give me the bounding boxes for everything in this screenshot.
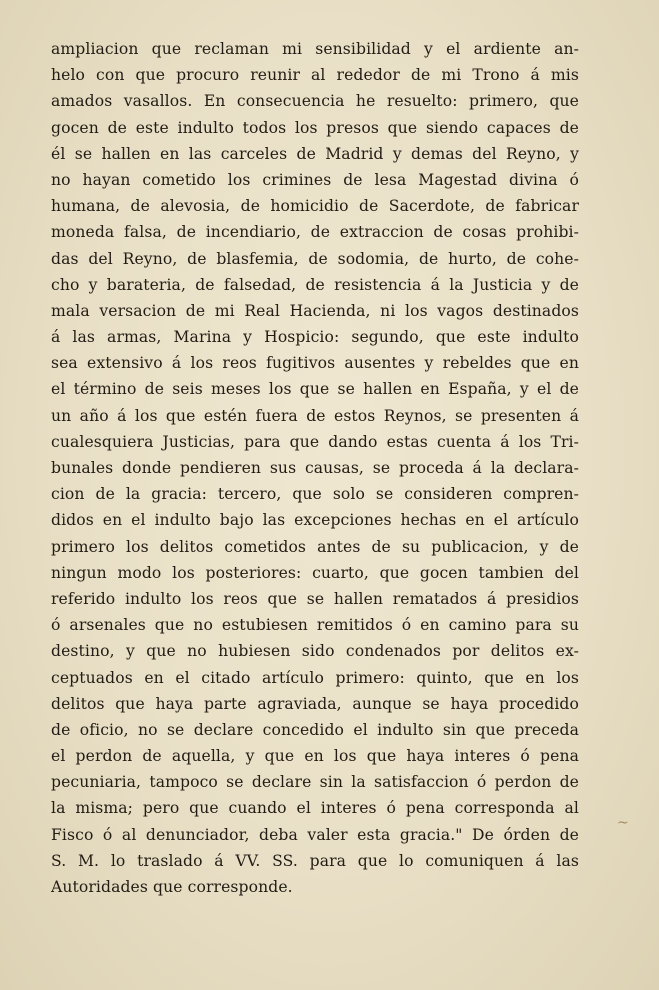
text-line: destino, y que no hubiesen sido condenados por delitos ex- — [51, 642, 579, 661]
text-line: cualesquiera Justicias, para que dando estas cuenta á los Tri- — [51, 432, 579, 451]
text-line: de oficio, no se declare concedido el indulto sin que preceda — [51, 720, 579, 739]
text-line: gocen de este indulto todos los presos que siendo capaces de — [51, 118, 579, 137]
text-line: ningun modo los posteriores: cuarto, que gocen tambien del — [51, 563, 579, 582]
text-line: delitos que haya parte agraviada, aunque se haya procedido — [51, 694, 579, 713]
text-line: primero los delitos cometidos antes de su publicacion, y de — [51, 537, 579, 556]
text-line: un año á los que estén fuera de estos Reynos, se presenten á — [51, 406, 579, 425]
text-line: mala versacion de mi Real Hacienda, ni los vagos destinados — [51, 301, 579, 320]
text-line: cion de la gracia: tercero, que solo se consideren compren- — [51, 485, 579, 504]
text-line: moneda falsa, de incendiario, de extraccion de cosas prohibi- — [51, 223, 579, 242]
margin-mark: ~ — [617, 815, 629, 831]
text-line: la misma; pero que cuando el interes ó pena corresponda al — [51, 799, 579, 818]
text-line: amados vasallos. En consecuencia he resuelto: primero, que — [51, 92, 579, 111]
text-line: das del Reyno, de blasfemia, de sodomia, de hurto, de cohe- — [51, 249, 579, 268]
text-line: el perdon de aquella, y que en los que haya interes ó pena — [51, 747, 579, 766]
body-text — [51, 36, 579, 900]
text-line: no hayan cometido los crimines de lesa Magestad divina ó — [51, 170, 579, 189]
text-line: el término de seis meses los que se hallen en España, y el de — [51, 380, 579, 399]
text-line: bunales donde pendieren sus causas, se proceda á la declara- — [51, 459, 579, 477]
text-line: humana, de alevosia, de homicidio de Sacerdote, de fabricar — [51, 197, 579, 216]
text-line: ó arsenales que no estubiesen remitidos ó en camino para su — [51, 616, 579, 635]
text-line: S. M. lo traslado á VV. SS. para que lo comuniquen á las — [51, 851, 579, 870]
text-line: Fisco ó al denunciador, deba valer esta gracia." De órden de — [51, 825, 579, 844]
text-line: él se hallen en las carceles de Madrid y demas del Reyno, y — [51, 144, 579, 163]
text-line: á las armas, Marina y Hospicio: segundo, que este indulto — [51, 328, 579, 347]
text-line: didos en el indulto bajo las excepciones hechas en el artículo — [51, 511, 579, 530]
text-line: helo con que procuro reunir al rededor de mi Trono á mis — [51, 66, 579, 85]
text-line: referido indulto los reos que se hallen rematados á presidios — [51, 589, 579, 608]
text-line: ceptuados en el citado artículo primero: quinto, que en los — [51, 668, 579, 687]
text-line: pecuniaria, tampoco se declare sin la satisfaccion ó perdon de — [51, 773, 579, 792]
text-line: Autoridades que corresponde. — [51, 878, 293, 896]
text-line: cho y barateria, de falsedad, de resistencia á la Justicia y de — [51, 275, 579, 294]
text-line: sea extensivo á los reos fugitivos ausentes y rebeldes que en — [51, 354, 579, 373]
text-line: ampliacion que reclaman mi sensibilidad y el ardiente an- — [51, 40, 579, 58]
